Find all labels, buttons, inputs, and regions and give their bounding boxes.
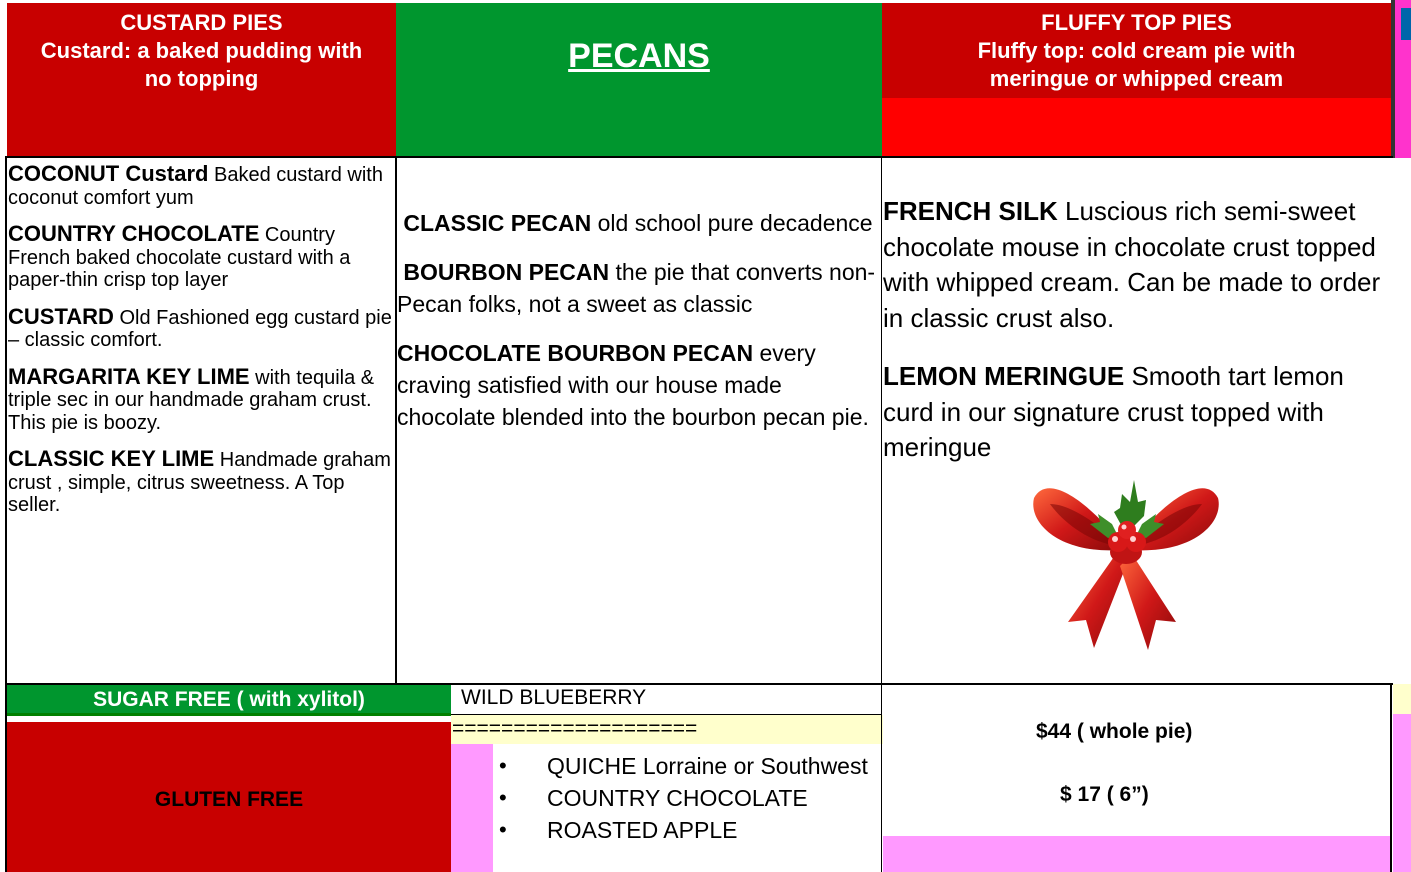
pecans-list xyxy=(397,207,881,450)
fluffy-header-subtitle: Fluffy top: cold cream pie with meringue or whipped cream xyxy=(977,38,1296,91)
custard-item: COUNTRY CHOCOLATE Country French baked chocolate custard with a paper-thin crisp top layer xyxy=(8,221,351,291)
grid-line xyxy=(451,714,882,715)
fluffy-item: FRENCH SILK Luscious rich semi-sweet chocolate mouse in chocolate crust topped with whipped cream. Can be made to order in classic crust also. xyxy=(883,196,1381,333)
pecan-item: CHOCOLATE BOURBON PECAN every craving satisfied with our house made chocolate blended into the bourbon pecan pie. xyxy=(397,340,869,430)
grid-line xyxy=(5,683,1393,685)
pecans-header-title: PECANS xyxy=(568,37,710,75)
fluffy-item: LEMON MERINGUE Smooth tart lemon curd in our signature crust topped with meringue xyxy=(883,361,1344,462)
custard-item: MARGARITA KEY LIME with tequila & triple sec in our handmade graham crust. This pie is boozy. xyxy=(8,363,375,434)
pecans-header xyxy=(396,3,882,156)
gluten-free-banner xyxy=(7,722,451,872)
grid-line xyxy=(395,156,397,684)
pecan-item: BOURBON PECAN the pie that converts non-Pecan folks, not a sweet as classic xyxy=(397,259,876,317)
price-six-inch: $ 17 ( 6”) xyxy=(1060,783,1149,806)
custard-item: CLASSIC KEY LIME Handmade graham crust , simple, citrus sweetness. A Top seller. xyxy=(8,446,391,516)
blueberry-label: WILD BLUEBERRY xyxy=(461,686,647,709)
gluten-free-label: GLUTEN FREE xyxy=(154,788,304,811)
price-pink-block xyxy=(883,836,1391,872)
custard-item: CUSTARD Old Fashioned egg custard pie – classic comfort. xyxy=(8,303,392,351)
price-whole: $44 ( whole pie) xyxy=(1036,720,1193,743)
grid-line xyxy=(5,156,7,872)
pink-margin-block xyxy=(451,744,493,872)
divider-line: ==================== xyxy=(452,717,698,740)
custard-header-subtitle: Custard: a baked pudding with no topping xyxy=(40,38,363,91)
custard-header xyxy=(7,3,396,156)
holly-bow-image xyxy=(1028,472,1224,652)
list-item: • QUICHE Lorraine or Southwest xyxy=(499,750,869,782)
sugar-free-banner xyxy=(7,684,451,716)
right-edge-accent xyxy=(1401,8,1411,40)
fluffy-header-title: FLUFFY TOP PIES xyxy=(1041,10,1232,35)
fluffy-list xyxy=(883,194,1388,489)
list-item: • ROASTED APPLE xyxy=(499,814,869,846)
pecan-item: CLASSIC PECAN old school pure decadence xyxy=(403,210,873,236)
custard-item: COCONUT Custard Baked custard with coconut comfort yum xyxy=(8,161,383,209)
sugar-free-label: SUGAR FREE ( with xylitol) xyxy=(93,688,365,711)
grid-line xyxy=(5,156,1393,158)
fluffy-header xyxy=(882,3,1391,156)
specialty-list xyxy=(499,750,869,846)
custard-list xyxy=(8,163,392,531)
grid-line xyxy=(1390,684,1392,872)
grid-line xyxy=(881,156,882,872)
list-item: • COUNTRY CHOCOLATE xyxy=(499,782,869,814)
custard-header-title: CUSTARD PIES xyxy=(120,10,283,35)
